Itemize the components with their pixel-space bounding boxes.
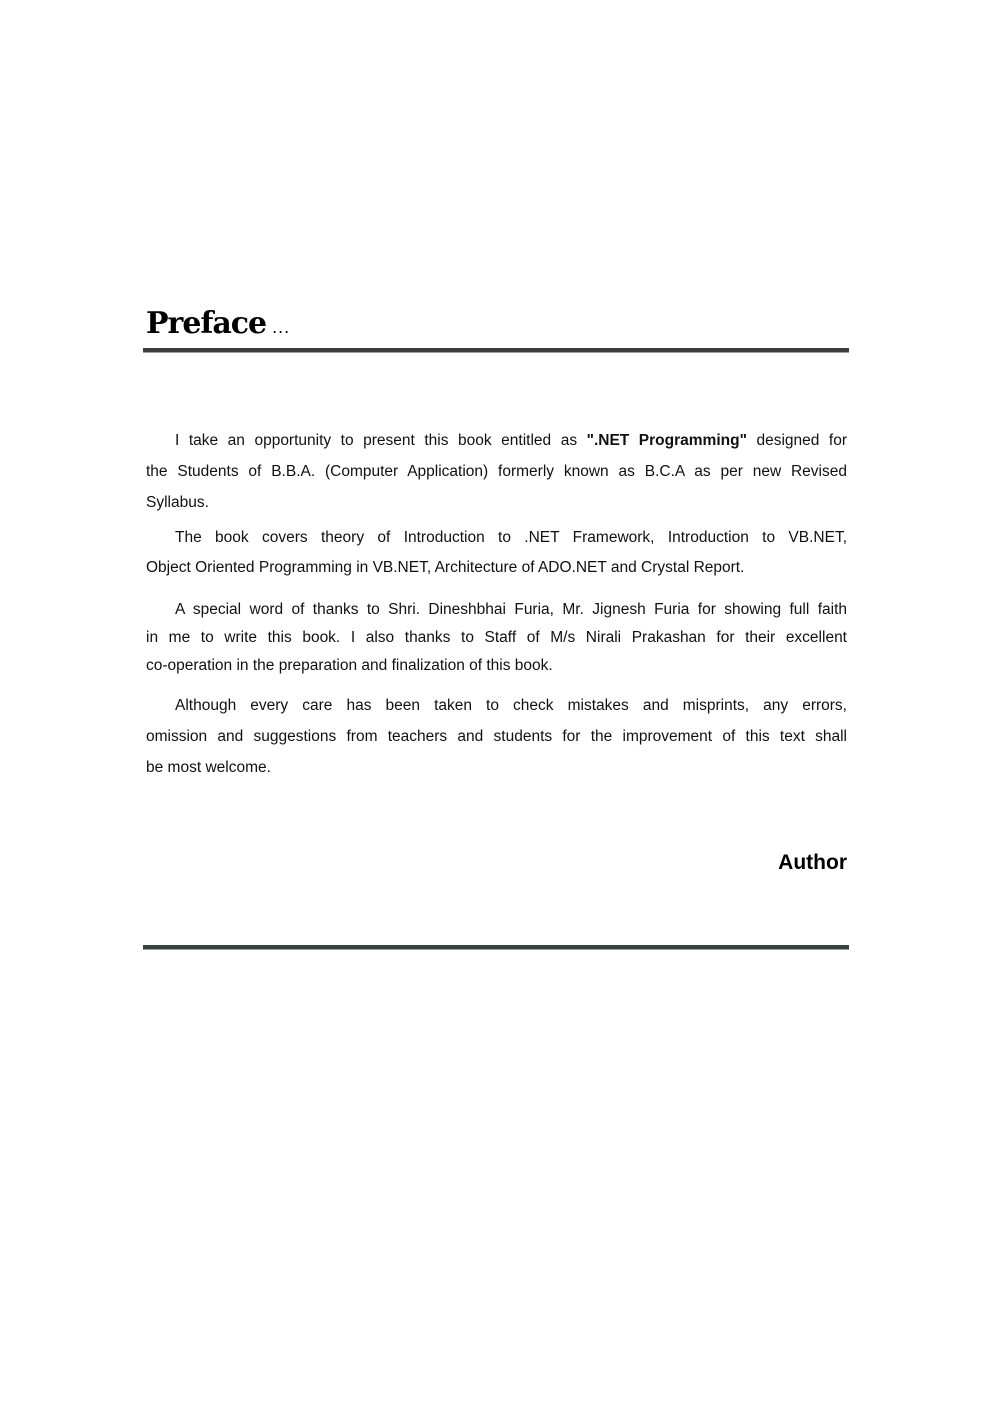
paragraph-line: Syllabus. bbox=[146, 494, 209, 511]
paragraph-line: omission and suggestions from teachers and students for the improvement of this text shall bbox=[146, 728, 847, 745]
paragraph-line: Object Oriented Programming in VB.NET, Architecture of ADO.NET and Crystal Report. bbox=[146, 559, 745, 576]
top-divider bbox=[143, 348, 849, 352]
line-text: I take an opportunity to present this book entitled as bbox=[175, 432, 587, 449]
bottom-divider bbox=[143, 945, 849, 949]
paragraph-line: the Students of B.B.A. (Computer Application) formerly known as B.C.A as per new Revised bbox=[146, 463, 847, 480]
book-title: ".NET Programming" bbox=[586, 432, 747, 449]
paragraph-line: A special word of thanks to Shri. Dineshbhai Furia, Mr. Jignesh Furia for showing full faith bbox=[175, 601, 847, 618]
title-ellipsis: ... bbox=[272, 317, 291, 337]
title-text: Preface bbox=[146, 306, 267, 341]
paragraph-line: The book covers theory of Introduction to .NET Framework, Introduction to VB.NET, bbox=[175, 529, 847, 546]
line-text: designed for bbox=[746, 432, 847, 449]
paragraph-line: be most welcome. bbox=[146, 759, 271, 776]
paragraph-line: co-operation in the preparation and finalization of this book. bbox=[146, 657, 553, 674]
paragraph-line: in me to write this book. I also thanks to Staff of M/s Nirali Prakashan for their excellent bbox=[146, 629, 847, 646]
page-title bbox=[146, 306, 290, 341]
paragraph-line bbox=[175, 431, 847, 451]
paragraph-line: Although every care has been taken to check mistakes and misprints, any errors, bbox=[175, 697, 847, 714]
author-signature: Author bbox=[778, 851, 847, 874]
